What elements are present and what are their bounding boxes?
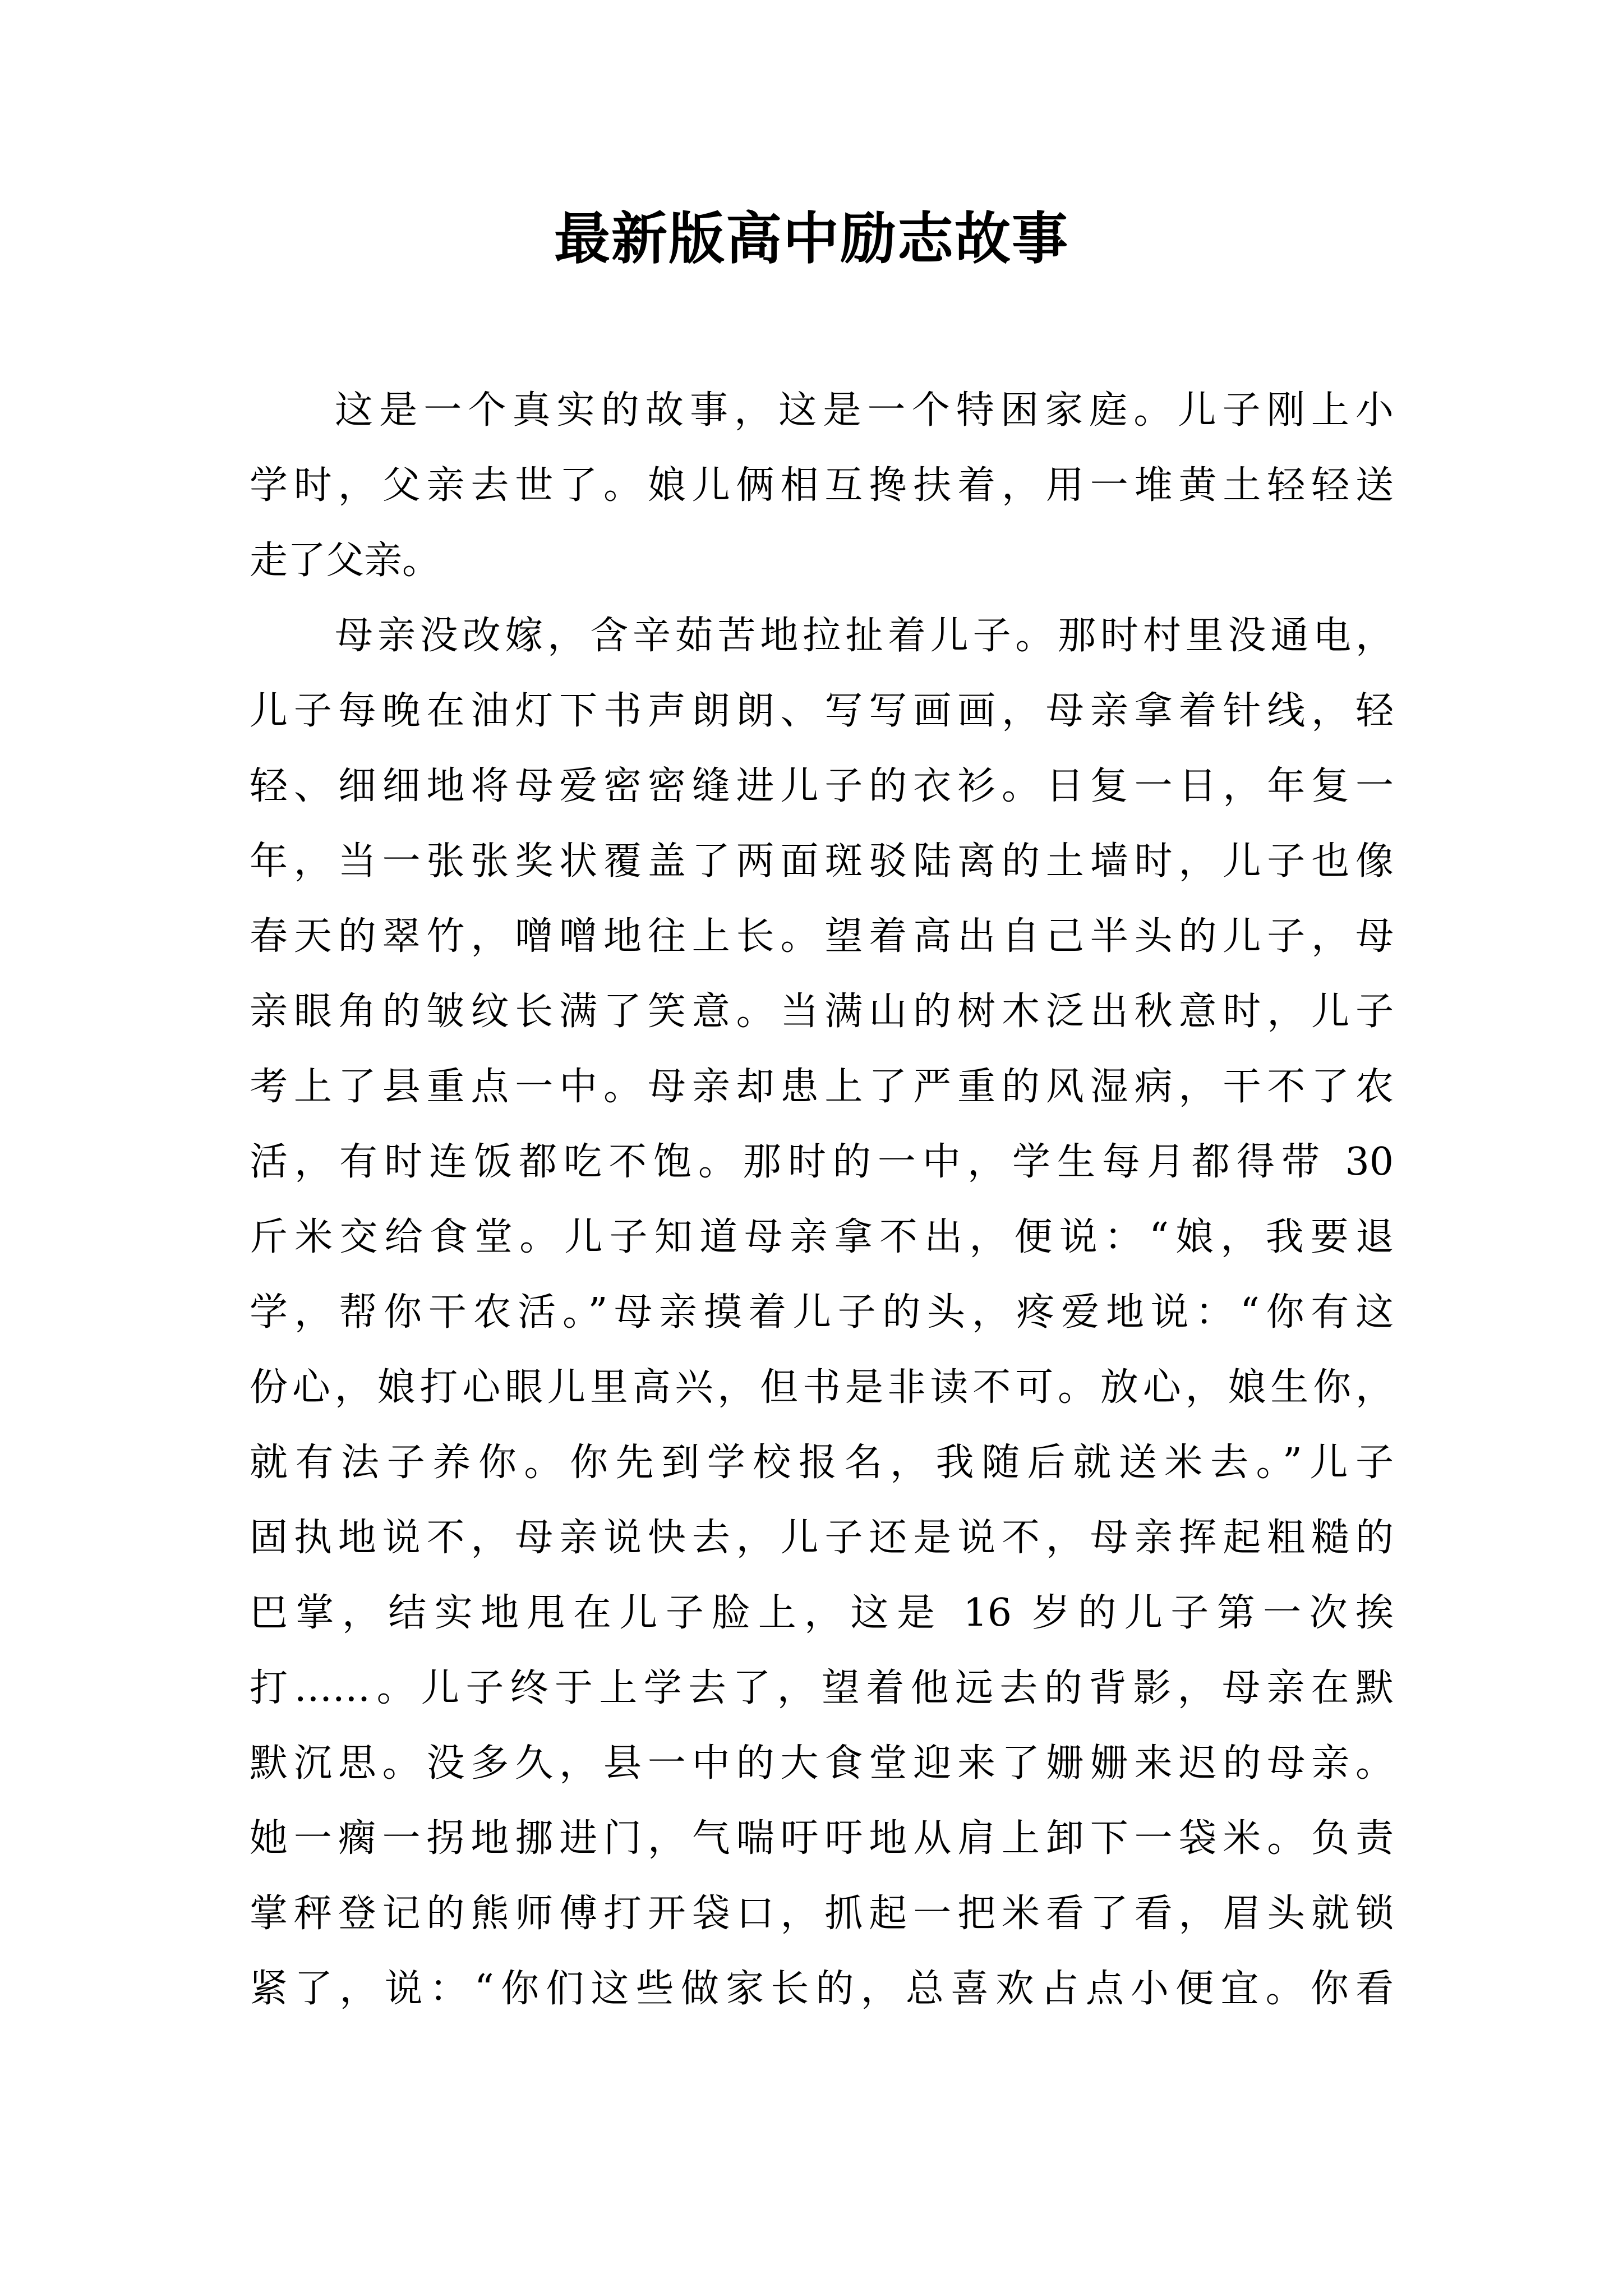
text-line: 学时，父亲去世了。娘儿俩相互搀扶着，用一堆黄土轻轻送 bbox=[250, 463, 1394, 508]
document-body bbox=[250, 373, 1394, 2027]
text-line: 考上了县重点一中。母亲却患上了严重的风湿病，干不了农 bbox=[250, 1065, 1394, 1109]
text-line: 这是一个真实的故事，这是一个特困家庭。儿子刚上小 bbox=[335, 388, 1394, 432]
text-line: 轻、细细地将母爱密密缝进儿子的衣衫。日复一日，年复一 bbox=[250, 764, 1394, 808]
text-line: 就有法子养你。你先到学校报名，我随后就送米去。”儿子 bbox=[250, 1441, 1394, 1485]
text-line: 春天的翠竹，噌噌地往上长。望着高出自己半头的儿子，母 bbox=[250, 914, 1394, 959]
text-line: 母亲没改嫁，含辛茹苦地拉扯着儿子。那时村里没通电， bbox=[335, 614, 1394, 658]
text-line: 掌秤登记的熊师傅打开袋口，抓起一把米看了看，眉头就锁 bbox=[250, 1892, 1394, 1936]
document-title: 最新版高中励志故事 bbox=[554, 205, 1069, 272]
text-line: 斤米交给食堂。儿子知道母亲拿不出，便说：“娘，我要退 bbox=[250, 1215, 1394, 1259]
text-line: 打……。儿子终于上学去了，望着他远去的背影，母亲在默 bbox=[250, 1666, 1394, 1710]
text-line: 学，帮你干农活。”母亲摸着儿子的头，疼爱地说：“你有这 bbox=[250, 1290, 1394, 1335]
text-line: 固执地说不，母亲说快去，儿子还是说不，母亲挥起粗糙的 bbox=[250, 1516, 1394, 1560]
text-line: 巴掌，结实地甩在儿子脸上，这是 16 岁的儿子第一次挨 bbox=[250, 1591, 1394, 1635]
text-line: 活，有时连饭都吃不饱。那时的一中，学生每月都得带 30 bbox=[250, 1140, 1394, 1184]
text-line: 儿子每晚在油灯下书声朗朗、写写画画，母亲拿着针线，轻 bbox=[250, 689, 1394, 733]
paragraph bbox=[250, 373, 1394, 599]
text-line: 份心，娘打心眼儿里高兴，但书是非读不可。放心，娘生你， bbox=[250, 1365, 1394, 1410]
text-line: 她一瘸一拐地挪进门，气喘吁吁地从肩上卸下一袋米。负责 bbox=[250, 1816, 1394, 1861]
text-line: 走了父亲。 bbox=[250, 539, 441, 583]
text-line: 紧了，说：“你们这些做家长的，总喜欢占点小便宜。你看 bbox=[250, 1967, 1394, 2011]
paragraph bbox=[250, 599, 1394, 2027]
text-line: 默沉思。没多久，县一中的大食堂迎来了姗姗来迟的母亲。 bbox=[250, 1741, 1394, 1786]
text-line: 年，当一张张奖状覆盖了两面斑驳陆离的土墙时，儿子也像 bbox=[250, 839, 1394, 884]
text-line: 亲眼角的皱纹长满了笑意。当满山的树木泛出秋意时，儿子 bbox=[250, 990, 1394, 1034]
